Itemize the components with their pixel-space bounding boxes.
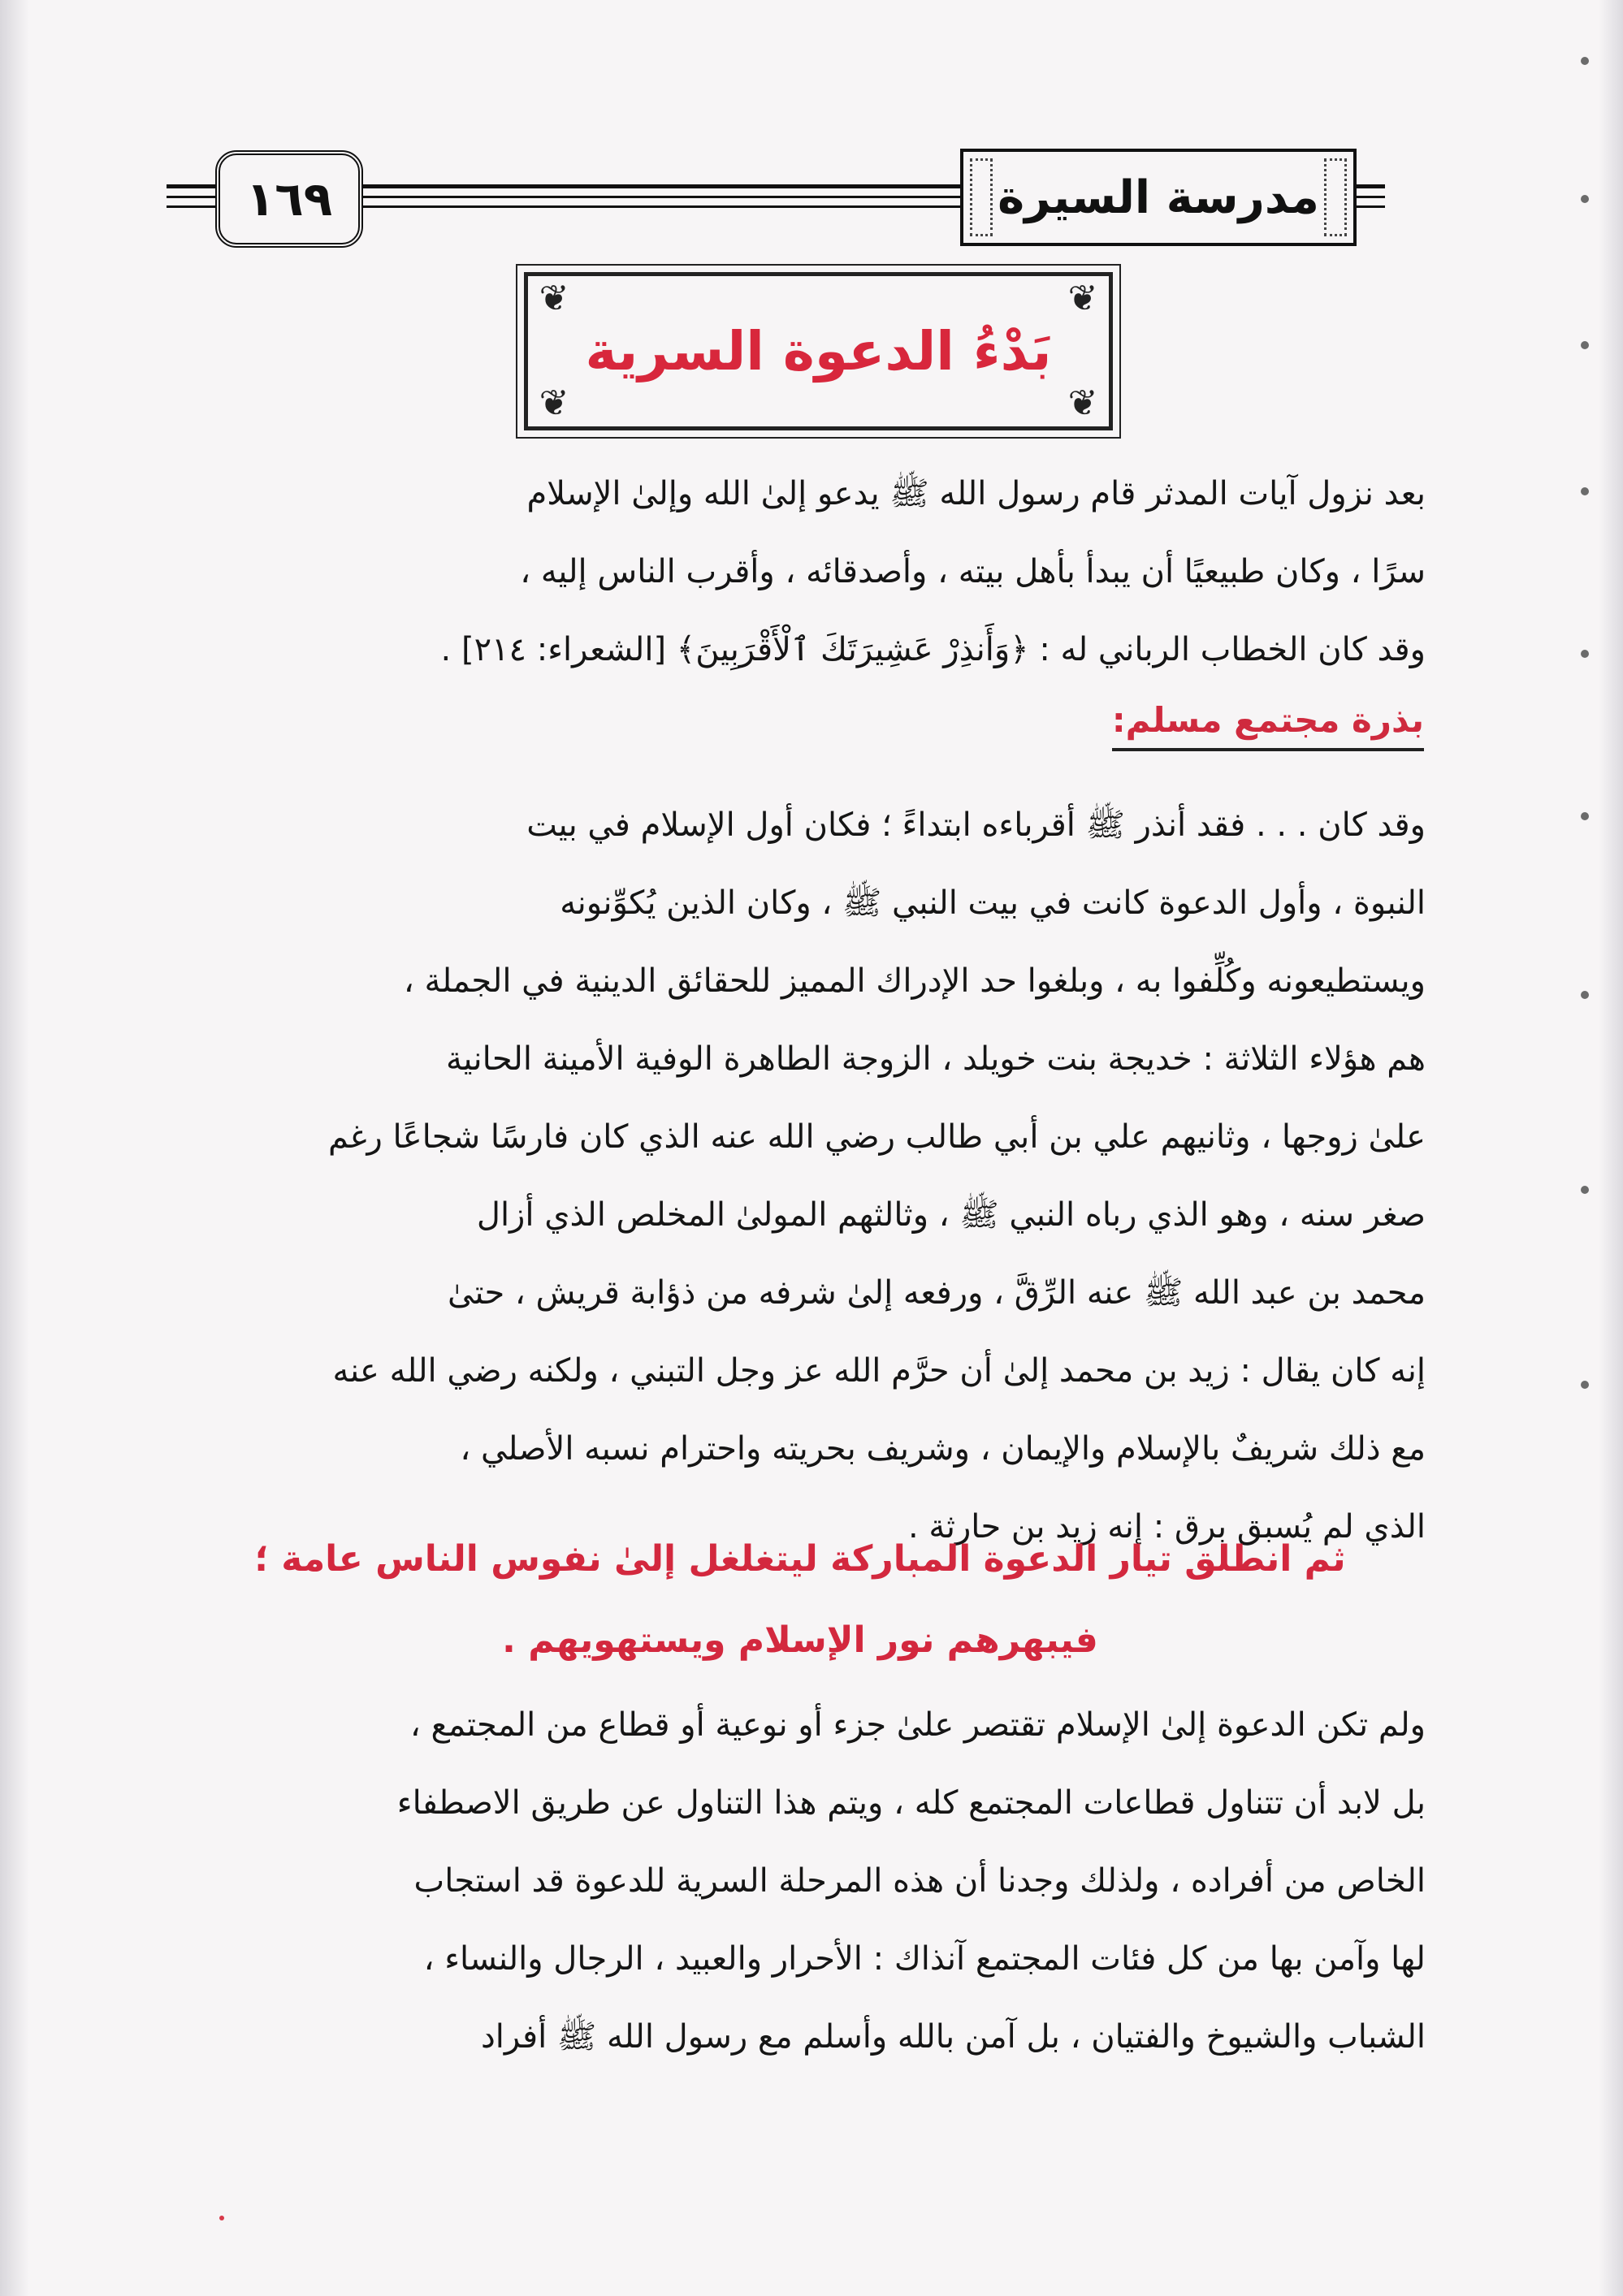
corner-ornament-icon: ❦ (1067, 278, 1098, 319)
paragraph-spread (175, 1686, 1426, 2076)
stray-ink-mark (219, 2216, 224, 2220)
paragraph-line: ويستطيعونه وكُلِّفوا به ، وبلغوا حد الإدراك المميز للحقائق الدينية في الجملة ، (403, 962, 1426, 1000)
paragraph-line: ولم تكن الدعوة إلىٰ الإسلام تقتصر علىٰ جزء أو نوعية أو قطاع من المجتمع ، (409, 1706, 1426, 1744)
running-title: مدرسة السيرة (998, 171, 1319, 224)
page-gutter-shadow (0, 0, 29, 2296)
paragraph-line: وقد كان . . . فقد أنذر ﷺ أقرباءه ابتداءً ؛ فكان أول الإسلام في بيت (526, 806, 1426, 844)
binding-hole (1581, 1381, 1589, 1389)
chapter-title-frame (524, 272, 1113, 430)
paragraph-line: الشباب والشيوخ والفتيان ، بل آمن بالله وأسلم مع رسول الله ﷺ أفراد (480, 2018, 1426, 2056)
section-subheading: بذرة مجتمع مسلم: (1112, 700, 1424, 751)
paragraph-line: وقد كان الخطاب الرباني له : ﴿وَأَنذِرْ عَشِيرَتَكَ ٱلْأَقْرَبِينَ﴾ [الشعراء: ٢١٤] . (440, 631, 1426, 668)
binding-hole (1581, 650, 1589, 658)
binding-holes (1569, 32, 1589, 1576)
paragraph-line: مع ذلك شريفٌ بالإسلام والإيمان ، وشريف بحريته واحترام نسبه الأصلي ، (460, 1430, 1426, 1468)
corner-ornament-icon: ❦ (1067, 383, 1098, 424)
binding-hole (1581, 341, 1589, 349)
page-number-box (215, 150, 363, 248)
binding-hole (1581, 812, 1589, 820)
paragraph-first-believers (175, 786, 1426, 1566)
paragraph-line: لها وآمن بها من كل فئات المجتمع آنذاك : الأحرار والعبيد ، الرجال والنساء ، (423, 1940, 1426, 1978)
paragraph-line: الخاص من أفراده ، ولذلك وجدنا أن هذه المرحلة السرية للدعوة قد استجاب (413, 1862, 1426, 1900)
highlight-line: ثم انطلق تيار الدعوة المباركة ليتغلغل إلىٰ نفوس الناس عامة ؛ (254, 1538, 1346, 1580)
binding-hole (1581, 57, 1589, 65)
page-number: ١٦٩ (245, 171, 333, 227)
paragraph-line: علىٰ زوجها ، وثانيهم علي بن أبي طالب رضي الله عنه الذي كان فارسًا شجاعًا رغم (327, 1118, 1426, 1156)
paragraph-line: سرًا ، وكان طبيعيًا أن يبدأ بأهل بيته ، وأصدقائه ، وأقرب الناس إليه ، (520, 553, 1426, 590)
paragraph-line: بل لابد أن تتناول قطاعات المجتمع كله ، ويتم هذا التناول عن طريق الاصطفاء (396, 1784, 1426, 1822)
paragraph-intro (175, 455, 1426, 689)
paragraph-line: صغر سنه ، وهو الذي رباه النبي ﷺ ، وثالثهم المولىٰ المخلص الذي أزال (476, 1196, 1426, 1234)
page-header (167, 142, 1385, 248)
binding-hole (1581, 991, 1589, 999)
highlighted-statement (175, 1519, 1426, 1681)
paragraph-line: بعد نزول آيات المدثر قام رسول الله ﷺ يدعو إلىٰ الله وإلىٰ الإسلام (526, 475, 1426, 512)
paragraph-line: هم هؤلاء الثلاثة : خديجة بنت خويلد ، الزوجة الطاهرة الوفية الأمينة الحانية (445, 1040, 1426, 1078)
paragraph-line: محمد بن عبد الله ﷺ عنه الرِّقَّ ، ورفعه إلىٰ شرفه من ذؤابة قريش ، حتىٰ (448, 1274, 1426, 1312)
binding-hole (1581, 487, 1589, 495)
corner-ornament-icon: ❦ (539, 278, 569, 319)
paragraph-line: إنه كان يقال : زيد بن محمد إلىٰ أن حرَّم الله عز وجل التبني ، ولكنه رضي الله عنه (332, 1352, 1426, 1390)
running-title-box (960, 149, 1357, 246)
binding-hole (1581, 1186, 1589, 1194)
chapter-title: بَدْءُ الدعوة السرية (585, 320, 1052, 383)
binding-hole (1581, 195, 1589, 203)
page-edge (1599, 0, 1623, 2296)
corner-ornament-icon: ❦ (539, 383, 569, 424)
paragraph-line: الذي لم يُسبق برق : إنه زيد بن حارثة . (907, 1508, 1426, 1546)
paragraph-line: النبوة ، وأول الدعوة كانت في بيت النبي ﷺ ، وكان الذين يُكوِّنونه (560, 884, 1426, 922)
highlight-line: فيبهرهم نور الإسلام ويستهويهم . (502, 1619, 1098, 1661)
